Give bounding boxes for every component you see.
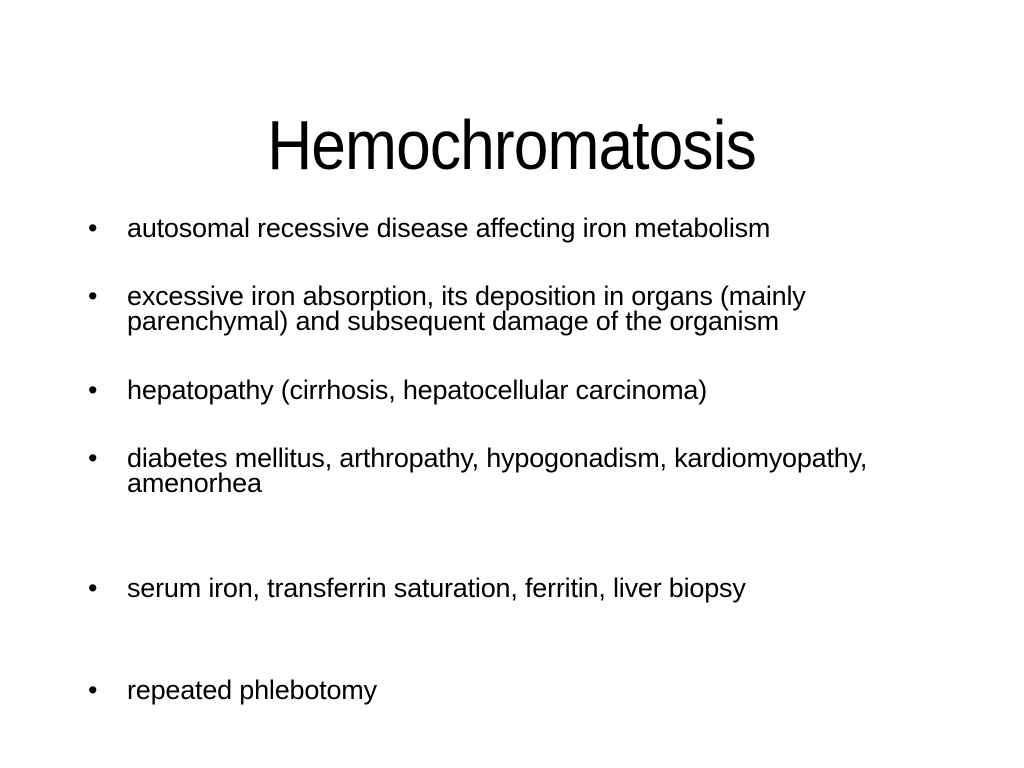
bullet-text-line: repeated phlebotomy	[127, 675, 377, 705]
bullet-item	[88, 375, 968, 405]
bullet-text	[127, 573, 968, 603]
bullet-text-line: amenorhea	[127, 468, 262, 498]
bullet-text-line: serum iron, transferrin saturation, ferritin, liver biopsy	[127, 573, 746, 603]
bullet-text-line: diabetes mellitus, arthropathy, hypogonadism, kardiomyopathy,	[127, 443, 868, 473]
bullet-marker: •	[88, 443, 98, 473]
bullet-text-line: parenchymal) and subsequent damage of the organism	[127, 306, 779, 336]
bullet-text	[127, 675, 968, 705]
slide-title-text: Hemochromatosis	[267, 105, 757, 184]
bullet-text-line: autosomal recessive disease affecting iron metabolism	[127, 213, 771, 243]
bullet-text-line: hepatopathy (cirrhosis, hepatocellular carcinoma)	[127, 375, 707, 405]
bullet-text-line: excessive iron absorption, its deposition in organs (mainly	[127, 281, 806, 311]
bullet-text	[127, 375, 968, 405]
bullet-text	[127, 213, 968, 243]
bullet-item	[88, 443, 968, 498]
bullet-marker: •	[88, 213, 98, 243]
bullet-marker: •	[88, 281, 98, 311]
bullet-list	[88, 213, 968, 705]
slide-title	[0, 103, 1024, 187]
bullet-text	[127, 281, 968, 336]
bullet-marker: •	[88, 573, 98, 603]
bullet-marker: •	[88, 675, 98, 705]
bullet-item	[88, 573, 968, 603]
bullet-item	[88, 213, 968, 243]
bullet-item	[88, 281, 968, 336]
bullet-item	[88, 675, 968, 705]
bullet-marker: •	[88, 375, 98, 405]
bullet-text	[127, 443, 968, 498]
